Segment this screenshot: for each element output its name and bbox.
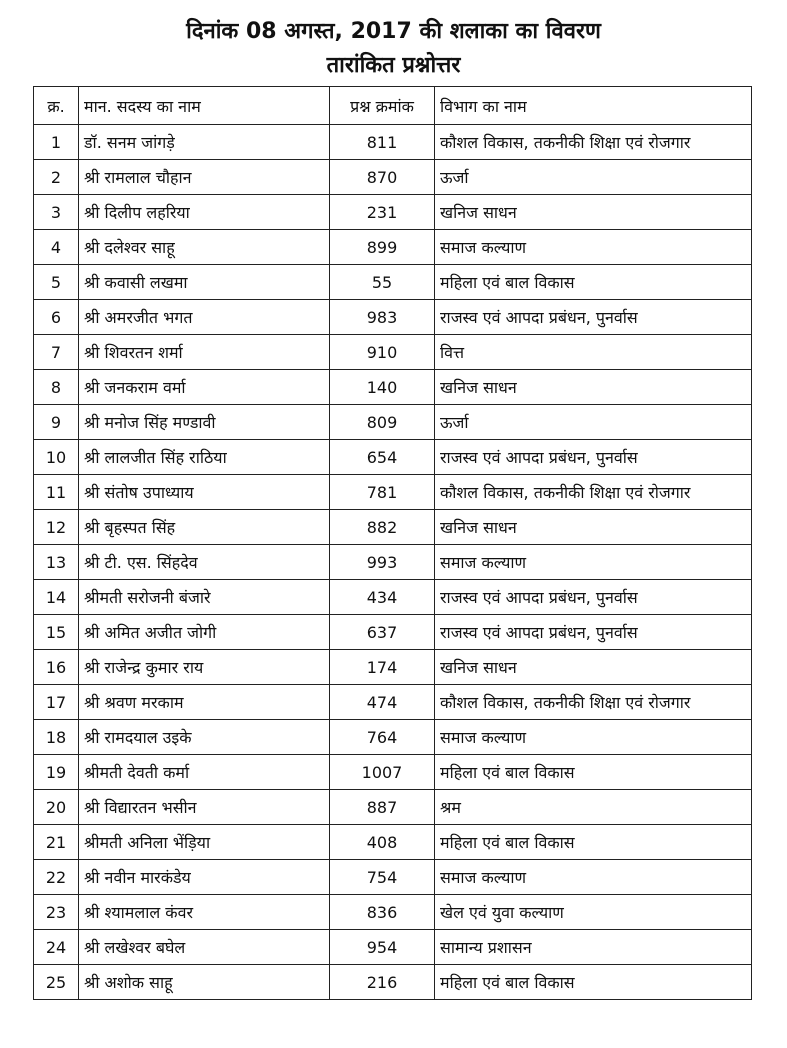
cell-question-number: 899 bbox=[330, 230, 435, 265]
document-title: दिनांक 08 अगस्त, 2017 की शलाका का विवरण bbox=[186, 19, 601, 44]
cell-department: श्रम bbox=[435, 790, 752, 825]
cell-member-name: श्री लखेश्वर बघेल bbox=[79, 930, 330, 965]
cell-member-name: श्री रामलाल चौहान bbox=[79, 160, 330, 195]
cell-member-name: श्री नवीन मारकंडेय bbox=[79, 860, 330, 895]
document-subtitle: तारांकित प्रश्नोत्तर bbox=[326, 53, 461, 78]
cell-question-number: 1007 bbox=[330, 755, 435, 790]
table-row bbox=[34, 895, 752, 930]
table-row bbox=[34, 230, 752, 265]
cell-department: राजस्व एवं आपदा प्रबंधन, पुनर्वास bbox=[435, 615, 752, 650]
cell-serial: 13 bbox=[34, 545, 79, 580]
cell-member-name: श्री राजेन्द्र कुमार राय bbox=[79, 650, 330, 685]
cell-question-number: 993 bbox=[330, 545, 435, 580]
cell-serial: 16 bbox=[34, 650, 79, 685]
cell-serial: 22 bbox=[34, 860, 79, 895]
cell-member-name: श्री शिवरतन शर्मा bbox=[79, 335, 330, 370]
cell-question-number: 910 bbox=[330, 335, 435, 370]
cell-question-number: 55 bbox=[330, 265, 435, 300]
cell-member-name: श्रीमती देवती कर्मा bbox=[79, 755, 330, 790]
cell-question-number: 174 bbox=[330, 650, 435, 685]
cell-question-number: 408 bbox=[330, 825, 435, 860]
cell-serial: 5 bbox=[34, 265, 79, 300]
cell-serial: 23 bbox=[34, 895, 79, 930]
cell-department: खनिज साधन bbox=[435, 195, 752, 230]
table-row bbox=[34, 825, 752, 860]
cell-question-number: 882 bbox=[330, 510, 435, 545]
table-row bbox=[34, 650, 752, 685]
cell-department: महिला एवं बाल विकास bbox=[435, 965, 752, 1000]
table-body bbox=[34, 125, 752, 1000]
cell-serial: 8 bbox=[34, 370, 79, 405]
cell-member-name: श्री श्रवण मरकाम bbox=[79, 685, 330, 720]
cell-serial: 15 bbox=[34, 615, 79, 650]
cell-serial: 25 bbox=[34, 965, 79, 1000]
cell-member-name: श्री अमित अजीत जोगी bbox=[79, 615, 330, 650]
cell-member-name: श्री जनकराम वर्मा bbox=[79, 370, 330, 405]
cell-department: खनिज साधन bbox=[435, 370, 752, 405]
column-header-serial: क्र. bbox=[34, 87, 79, 125]
cell-department: खनिज साधन bbox=[435, 510, 752, 545]
cell-serial: 1 bbox=[34, 125, 79, 160]
cell-serial: 19 bbox=[34, 755, 79, 790]
cell-question-number: 811 bbox=[330, 125, 435, 160]
cell-serial: 7 bbox=[34, 335, 79, 370]
cell-question-number: 809 bbox=[330, 405, 435, 440]
cell-department: खेल एवं युवा कल्याण bbox=[435, 895, 752, 930]
cell-question-number: 434 bbox=[330, 580, 435, 615]
table-row bbox=[34, 930, 752, 965]
cell-member-name: श्री बृहस्पत सिंह bbox=[79, 510, 330, 545]
cell-serial: 18 bbox=[34, 720, 79, 755]
table-row bbox=[34, 685, 752, 720]
cell-department: सामान्य प्रशासन bbox=[435, 930, 752, 965]
cell-department: महिला एवं बाल विकास bbox=[435, 825, 752, 860]
cell-question-number: 654 bbox=[330, 440, 435, 475]
table-row bbox=[34, 860, 752, 895]
table-row bbox=[34, 300, 752, 335]
cell-department: कौशल विकास, तकनीकी शिक्षा एवं रोजगार bbox=[435, 475, 752, 510]
cell-department: ऊर्जा bbox=[435, 160, 752, 195]
cell-department: कौशल विकास, तकनीकी शिक्षा एवं रोजगार bbox=[435, 125, 752, 160]
cell-department: कौशल विकास, तकनीकी शिक्षा एवं रोजगार bbox=[435, 685, 752, 720]
cell-department: वित्त bbox=[435, 335, 752, 370]
cell-serial: 20 bbox=[34, 790, 79, 825]
cell-serial: 14 bbox=[34, 580, 79, 615]
cell-department: राजस्व एवं आपदा प्रबंधन, पुनर्वास bbox=[435, 300, 752, 335]
cell-department: ऊर्जा bbox=[435, 405, 752, 440]
cell-serial: 3 bbox=[34, 195, 79, 230]
cell-question-number: 870 bbox=[330, 160, 435, 195]
cell-serial: 17 bbox=[34, 685, 79, 720]
table-row bbox=[34, 510, 752, 545]
questions-table bbox=[33, 86, 752, 1000]
cell-member-name: श्री दिलीप लहरिया bbox=[79, 195, 330, 230]
cell-serial: 12 bbox=[34, 510, 79, 545]
cell-member-name: श्री अशोक साहू bbox=[79, 965, 330, 1000]
cell-member-name: श्री टी. एस. सिंहदेव bbox=[79, 545, 330, 580]
cell-question-number: 231 bbox=[330, 195, 435, 230]
cell-question-number: 781 bbox=[330, 475, 435, 510]
cell-department: समाज कल्याण bbox=[435, 720, 752, 755]
cell-member-name: श्री लालजीत सिंह राठिया bbox=[79, 440, 330, 475]
cell-department: खनिज साधन bbox=[435, 650, 752, 685]
cell-member-name: श्री रामदयाल उइके bbox=[79, 720, 330, 755]
cell-question-number: 983 bbox=[330, 300, 435, 335]
table-row bbox=[34, 720, 752, 755]
cell-department: समाज कल्याण bbox=[435, 545, 752, 580]
cell-serial: 10 bbox=[34, 440, 79, 475]
cell-department: महिला एवं बाल विकास bbox=[435, 265, 752, 300]
cell-member-name: श्री संतोष उपाध्याय bbox=[79, 475, 330, 510]
cell-department: समाज कल्याण bbox=[435, 860, 752, 895]
cell-serial: 9 bbox=[34, 405, 79, 440]
table-row bbox=[34, 965, 752, 1000]
cell-department: राजस्व एवं आपदा प्रबंधन, पुनर्वास bbox=[435, 440, 752, 475]
table-row bbox=[34, 790, 752, 825]
table-row bbox=[34, 440, 752, 475]
cell-question-number: 754 bbox=[330, 860, 435, 895]
cell-question-number: 140 bbox=[330, 370, 435, 405]
cell-serial: 4 bbox=[34, 230, 79, 265]
cell-member-name: श्री विद्यारतन भसीन bbox=[79, 790, 330, 825]
cell-member-name: श्रीमती सरोजनी बंजारे bbox=[79, 580, 330, 615]
table-header bbox=[34, 87, 752, 125]
column-header-department: विभाग का नाम bbox=[435, 87, 752, 125]
column-header-member-name: मान. सदस्य का नाम bbox=[79, 87, 330, 125]
table-row bbox=[34, 335, 752, 370]
table-row bbox=[34, 265, 752, 300]
cell-serial: 6 bbox=[34, 300, 79, 335]
table-row bbox=[34, 370, 752, 405]
table-row bbox=[34, 545, 752, 580]
cell-member-name: श्री दलेश्वर साहू bbox=[79, 230, 330, 265]
cell-member-name: श्री कवासी लखमा bbox=[79, 265, 330, 300]
cell-question-number: 954 bbox=[330, 930, 435, 965]
table-row bbox=[34, 160, 752, 195]
cell-department: राजस्व एवं आपदा प्रबंधन, पुनर्वास bbox=[435, 580, 752, 615]
cell-member-name: श्री अमरजीत भगत bbox=[79, 300, 330, 335]
cell-department: समाज कल्याण bbox=[435, 230, 752, 265]
table-row bbox=[34, 580, 752, 615]
cell-serial: 21 bbox=[34, 825, 79, 860]
cell-question-number: 637 bbox=[330, 615, 435, 650]
cell-serial: 11 bbox=[34, 475, 79, 510]
cell-question-number: 764 bbox=[330, 720, 435, 755]
table-row bbox=[34, 475, 752, 510]
cell-member-name: श्री मनोज सिंह मण्डावी bbox=[79, 405, 330, 440]
table-row bbox=[34, 405, 752, 440]
cell-serial: 24 bbox=[34, 930, 79, 965]
cell-serial: 2 bbox=[34, 160, 79, 195]
cell-question-number: 474 bbox=[330, 685, 435, 720]
table-row bbox=[34, 755, 752, 790]
table-row bbox=[34, 195, 752, 230]
cell-department: महिला एवं बाल विकास bbox=[435, 755, 752, 790]
cell-question-number: 836 bbox=[330, 895, 435, 930]
cell-question-number: 887 bbox=[330, 790, 435, 825]
cell-member-name: श्रीमती अनिला भेंड़िया bbox=[79, 825, 330, 860]
column-header-question-number: प्रश्न क्रमांक bbox=[330, 87, 435, 125]
header-row bbox=[34, 87, 752, 125]
table-row bbox=[34, 615, 752, 650]
table-row bbox=[34, 125, 752, 160]
cell-member-name: श्री श्यामलाल कंवर bbox=[79, 895, 330, 930]
cell-question-number: 216 bbox=[330, 965, 435, 1000]
cell-member-name: डॉ. सनम जांगड़े bbox=[79, 125, 330, 160]
